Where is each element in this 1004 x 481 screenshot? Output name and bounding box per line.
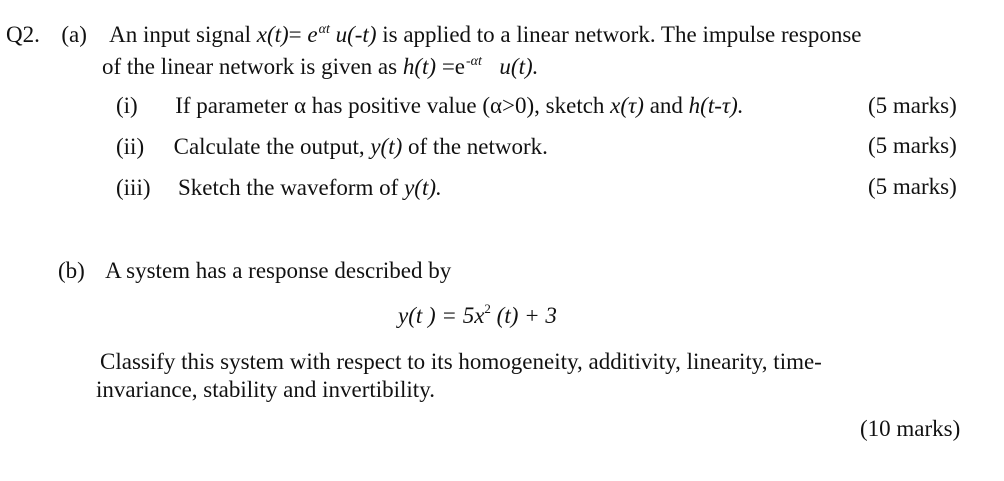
question-line-2 [102, 54, 538, 84]
exp-base: e [307, 22, 318, 47]
h-exponent: -αt [466, 54, 482, 69]
part-a-label: (a) [61, 22, 87, 47]
sub-question-text: Calculate the output, [173, 134, 365, 159]
part-a-line-2: of the linear network is given as [102, 54, 398, 79]
part-b-intro: A system has a response described by [105, 258, 452, 283]
question-label: Q2. [6, 22, 40, 47]
expr-h-t-tau: h(t-τ). [688, 93, 744, 118]
equation-lhs: y(t ) = 5x [398, 303, 485, 328]
classify-line-1: Classify this system with respect to its homogeneity, additivity, linearity, time- [100, 349, 822, 374]
marks-ii: (5 marks) [868, 133, 957, 158]
equation-rhs: (t) + 3 [490, 303, 557, 328]
u-neg-t: u(-t) [335, 22, 377, 47]
sub-question-ii [116, 134, 548, 160]
expr-y-t: y(t) [370, 134, 403, 159]
expr-y-t: y(t). [404, 175, 442, 200]
expr-x-tau: x(τ) [610, 93, 644, 118]
u-t: u(t). [499, 54, 539, 79]
sub-question-iii [116, 175, 442, 201]
part-b-label: (b) [58, 258, 85, 283]
equals-e: =e [441, 54, 465, 79]
question-line-1 [6, 22, 862, 52]
marks-i: (5 marks) [868, 93, 957, 118]
marks-b: (10 marks) [860, 416, 961, 441]
part-a-intro-2: is applied to a linear network. The impulse response [382, 22, 862, 47]
sub-question-text: Sketch the waveform of [178, 175, 399, 200]
sub-question-number: (i) [116, 93, 138, 118]
sub-question-number: (iii) [116, 175, 151, 200]
conjunction-and: and [649, 93, 683, 118]
sub-question-text: If parameter α has positive value (α>0), sketch [175, 93, 605, 118]
system-equation [398, 303, 557, 332]
sub-question-i [116, 93, 744, 119]
sub-question-text-after: of the network. [408, 134, 548, 159]
classify-line-2: invariance, stability and invertibility. [96, 377, 435, 402]
impulse-response-h-t: h(t) [402, 54, 437, 79]
input-signal-x-t: x(t) [256, 22, 289, 47]
marks-iii: (5 marks) [868, 174, 957, 199]
sub-question-number: (ii) [116, 134, 145, 159]
part-b-intro-line [58, 258, 451, 284]
part-a-intro-1: An input signal [109, 22, 251, 47]
exp-exponent: αt [318, 22, 330, 37]
equation-exponent: 2 [484, 301, 491, 316]
equals-sign: = [288, 22, 302, 47]
